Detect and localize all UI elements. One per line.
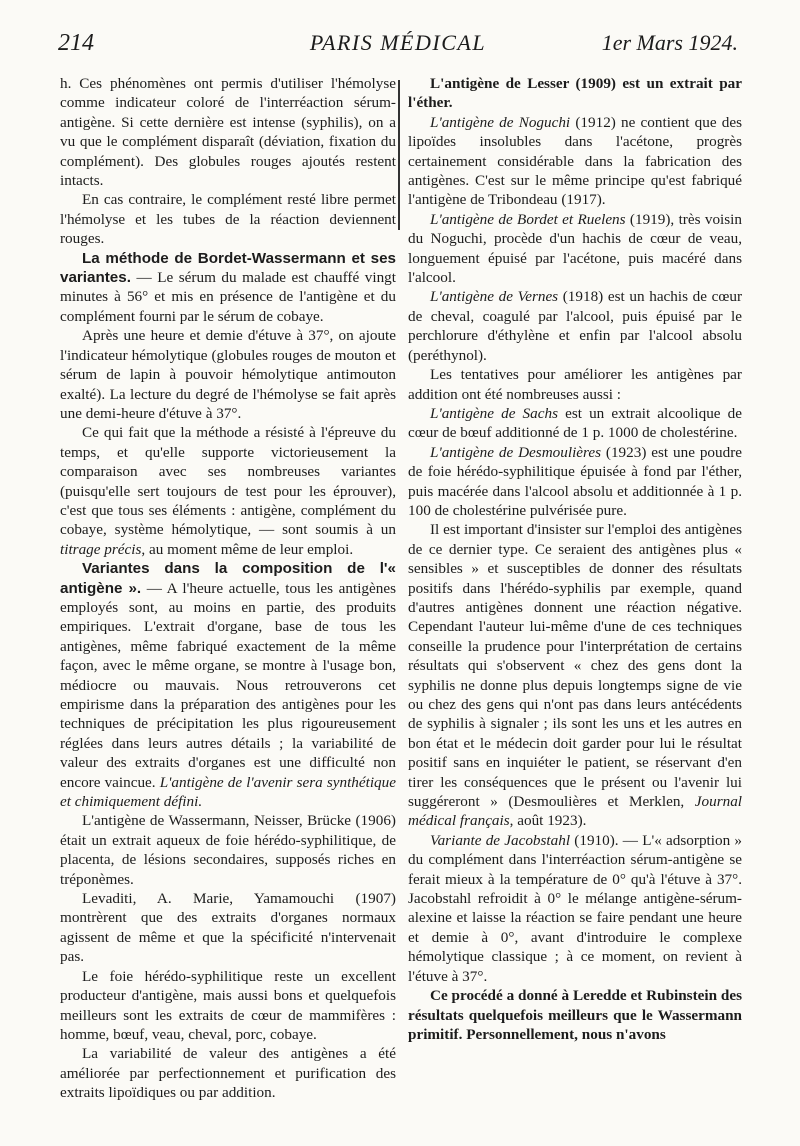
paragraph-wassermann: L'antigène de Wassermann, Neisser, Brücke (1906) était un extrait aqueux de foie hérédo-syphilitique, de placenta, de lésions secondaires, supposés riches en tréponèmes. — [60, 812, 396, 888]
paragraph-lesser: L'antigène de Lesser (1909) est un extrait par l'éther. — [408, 75, 742, 112]
text-span: (1910). — L'« adsorption » du complément dans l'interréaction sérum-antigène se ferait mieux à la température de 0° qu'à l'étuve à 37°. Jacobstahl refroidit à 0° le mélange antigène-sérum-alexine et laisse la réaction se faire pendant une heure et demie à 0°, avant d'introduire le complexe hémolytique classique ; à ce moment, on revient à l'étuve à 37°. — [408, 831, 742, 985]
text-span: (1912) ne contient que des lipoïdes insolubles dans l'acétone, progrès certainement considérable dans la fabrication des antigènes. C'est sur le même principe qu'est fabriqué l'antigène de Tribondeau (1917). — [408, 113, 743, 209]
section-bordet — [60, 249, 396, 327]
antigen-name-bordet-ruelens: L'antigène de Bordet et Ruelens — [430, 210, 626, 228]
text-span: Il est important d'insister sur l'emploi des antigènes de ce dernier type. Ce seraient des antigènes plus « sensibles » et susceptibles de donner des résultats positifs dans l'hérédo-syphilis par exemple, quand d'autres antigènes donnent une réaction négative. Cependant l'auteur lui-même d'une de ces techniques conseille la prudence pour l'interprétation de certains résultats qui s'observent « chez des gens dont la syphilis ne donne plus depuis longtemps signe de vie ou chez des gens qui n'ont pas dans leurs antécédents de syphilis à signaler ; ils sont les uns et les autres en bon état et le médecin doit garder pour lui le résultat positif sans en inquiéter le patient, se réservant d'en tirer les conséquences que le présent ou l'avenir lui suggéreront » — [408, 521, 742, 811]
paragraph-jacobstahl — [408, 831, 742, 986]
paragraph-vernes — [408, 287, 742, 365]
paragraph-variabilite: La variabilité de valeur des antigènes a été améliorée par perfectionnement et purification des extraits lipoïdiques ou par addition. — [60, 1045, 396, 1102]
paragraph-levaditi: Levaditi, A. Marie, Yamamouchi (1907) montrèrent que des extraits d'organes normaux agissent de même et que la spécificité n'intervenait pas. — [60, 890, 396, 966]
text-span: est un extrait alcoolique de cœur de bœuf additionné de 1 p. 1000 de cholestérine. — [408, 404, 742, 442]
antigen-name-sachs: L'antigène de Sachs — [430, 404, 558, 422]
journal-title: PARIS MÉDICAL — [309, 30, 487, 55]
variant-name-jacobstahl: Variante de Jacobstahl — [430, 831, 571, 849]
text-span: , au moment même de leur emploi. — [141, 540, 354, 558]
antigen-name-desmoulieres: L'antigène de Desmoulières — [430, 443, 602, 461]
paragraph-etuve: Après une heure et demie d'étuve à 37°, on ajoute l'indicateur hémolytique (globules rouges de mouton et sérum de lapin à pouvoir hémolytique antimouton exalté). La lecture du degré de l'hémolyse se fait après une demi-heure d'étuve à 37°. — [60, 327, 396, 422]
citation-journal: Journal médical français — [408, 793, 743, 830]
paragraph-important — [408, 520, 742, 831]
text-span: Ce qui fait que la méthode a résisté à l'épreuve du temps, et qu'elle supporte victorieusement la comparaison avec ses nombreuses variantes (puisqu'elle sert toujours de test pour les éprouver), c'est que tous ses éléments : antigène, complément du cobaye, système hémolytique, — sont soumis à un — [60, 424, 396, 539]
antigen-name-noguchi: L'antigène de Noguchi — [430, 113, 571, 131]
emphasis-titrage: titrage précis — [60, 540, 142, 558]
paragraph-tentatives: Les tentatives pour améliorer les antigènes par addition ont été nombreuses aussi : — [408, 366, 742, 403]
left-column — [60, 74, 396, 1103]
running-header — [58, 30, 738, 66]
text-span: (1918) est un hachis de cœur de cheval, coagulé par l'alcool, puis épuisé par le perchlorure d'éthylène et enfin par l'alcool absolu (peréthynol). — [408, 288, 742, 364]
paragraph-resistance — [60, 423, 396, 559]
citation-authors: (Desmoulières et Merklen, — [508, 793, 695, 811]
antigen-name-vernes: L'antigène de Vernes — [430, 288, 559, 306]
heading-variantes-antigene: Variantes dans la composition de l'« antigène ». — [60, 560, 396, 597]
page-number: 214 — [58, 30, 94, 56]
text-span: (1919), très voisin du Noguchi, procède d'un hachis de cœur de veau, longuement épuisé par l'acétone, puis macéré dans l'alcool. — [408, 210, 742, 287]
section-variantes — [60, 559, 396, 811]
paragraph-noguchi — [408, 113, 742, 210]
paragraph-variantes-text: — A l'heure actuelle, tous les antigènes employés sont, au moins en partie, des produits empiriques. L'extrait d'organe, base de tous les antigènes, même fabriqué exactement de la même façon, avec le même organe, se montre à l'usage bon, médiocre ou mauvais. Nous retrouverons cet empirisme dans la préparation des antigènes pour les techniques de précipitation les plus rigoureusement réglées dans leurs autres détails ; la variabilité de valeur des extraits d'organes est une difficulté non encore vaincue. — [60, 579, 396, 791]
issue-date: 1er Mars 1924. — [601, 30, 738, 55]
citation-date: , août 1923). — [509, 812, 587, 830]
paragraph-desmoulieres — [408, 443, 742, 521]
paragraph-complement-free: En cas contraire, le complément resté libre permet l'hémolyse et les tubes de la réaction deviennent rouges. — [60, 191, 396, 248]
paragraph-foie: Le foie hérédo-syphilitique reste un excellent producteur d'antigène, mais aussi bons et quelquefois meilleurs sont les extraits de cœur de mammifères : homme, bœuf, veau, cheval, porc, cobaye. — [60, 967, 396, 1043]
paragraph-leredde: Ce procédé a donné à Leredde et Rubinstein des résultats quelquefois meilleurs que le Wassermann primitif. Personnellement, nous n'avons — [408, 987, 742, 1043]
heading-bordet-wassermann: La méthode de Bordet-Wassermann et ses variantes. — [60, 249, 396, 287]
emphasis-antigene-avenir: L'antigène de l'avenir sera synthétique et chimiquement défini. — [60, 773, 396, 811]
right-column — [408, 74, 742, 1044]
paragraph-hemolysis: h. Ces phénomènes ont permis d'utiliser l'hémolyse comme indicateur coloré de l'interréaction sérum-antigène. Si cette dernière est intense (syphilis), on a vu que le complément disparaît (déviation, fixation du complément). Des globules rouges ajoutés restent intacts. — [60, 75, 396, 190]
paragraph-bordet-text: — Le sérum du malade est chauffé vingt minutes à 56° et mis en présence de l'antigène et du complément fourni par le sérum de cobaye. — [60, 269, 396, 325]
text-span: (1923) est une poudre de foie hérédo-syphilitique épuisée à fond par l'éther, puis macérée dans l'alcool absolu et additionnée à 1 p. 100 de cholestérine pulvérisée pure. — [408, 443, 742, 519]
paragraph-bordet-ruelens — [408, 210, 742, 288]
paragraph-sachs — [408, 404, 742, 443]
margin-bracket — [398, 80, 403, 230]
